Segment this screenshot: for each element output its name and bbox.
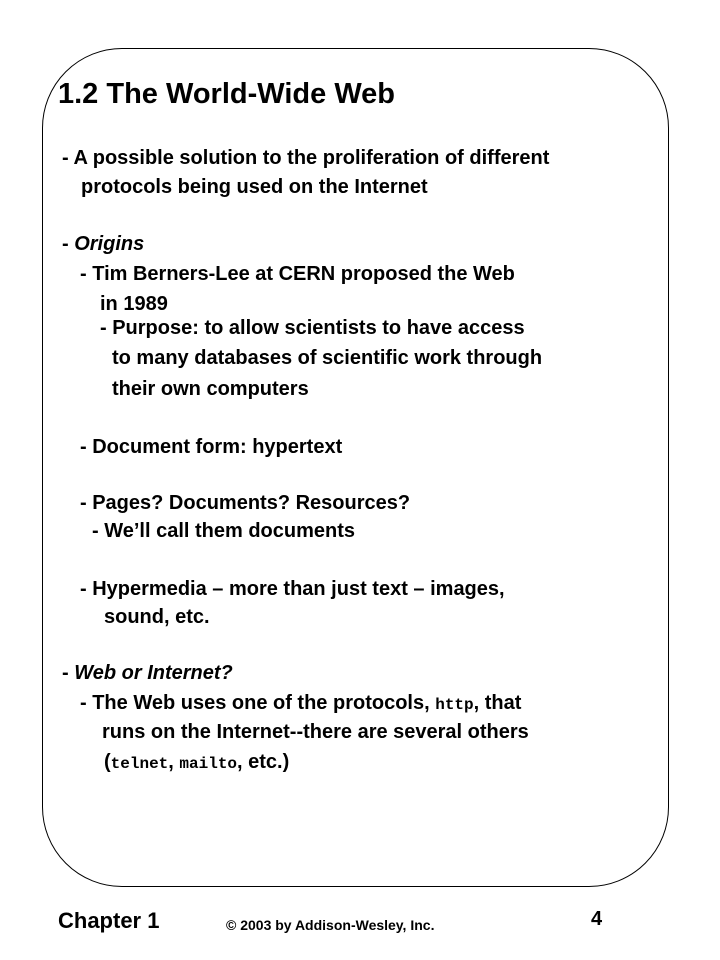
slide-title: 1.2 The World-Wide Web xyxy=(58,78,396,110)
bullet-line-12: - Hypermedia – more than just text – images, xyxy=(80,578,505,600)
bullet-line-1: - A possible solution to the proliferation of different xyxy=(62,147,550,169)
bullet-line-6: - Purpose: to allow scientists to have access xyxy=(100,317,525,339)
bullet-origins-prefix: - xyxy=(62,233,75,255)
bullet-line-17-end: , etc.) xyxy=(237,751,290,773)
bullet-line-15 xyxy=(80,690,521,718)
bullet-web-or-internet xyxy=(62,660,233,686)
bullet-line-8: their own computers xyxy=(112,378,309,400)
bullet-line-17-open: ( xyxy=(104,751,111,773)
bullet-line-13: sound, etc. xyxy=(104,606,210,628)
page-number: 4 xyxy=(591,908,603,930)
footer-chapter: Chapter 1 xyxy=(58,908,160,933)
footer-copyright: © 2003 by Addison-Wesley, Inc. xyxy=(226,917,435,933)
telnet-code: telnet xyxy=(110,755,169,773)
http-code: http xyxy=(435,696,474,714)
bullet-line-15-text-a: - The Web uses one of the protocols, xyxy=(80,692,436,714)
bullet-line-7: to many databases of scientific work through xyxy=(112,347,543,369)
bullet-web-prefix: - xyxy=(62,662,75,684)
bullet-line-4: - Tim Berners-Lee at CERN proposed the Web xyxy=(80,263,515,285)
bullet-line-5: in 1989 xyxy=(100,293,168,315)
bullet-line-9: - Document form: hypertext xyxy=(80,436,343,458)
bullet-web-label: Web or Internet? xyxy=(74,662,233,684)
bullet-origins-label: Origins xyxy=(74,233,145,255)
mailto-code: mailto xyxy=(179,755,238,773)
bullet-line-16: runs on the Internet--there are several others xyxy=(102,721,529,743)
bullet-line-17 xyxy=(104,749,289,777)
bullet-line-11: - We’ll call them documents xyxy=(92,520,356,542)
bullet-line-15-text-b: , that xyxy=(473,692,522,714)
bullet-line-2: protocols being used on the Internet xyxy=(81,176,428,198)
bullet-line-17-sep: , xyxy=(168,751,180,773)
bullet-origins xyxy=(62,231,144,257)
bullet-line-10: - Pages? Documents? Resources? xyxy=(80,492,411,514)
